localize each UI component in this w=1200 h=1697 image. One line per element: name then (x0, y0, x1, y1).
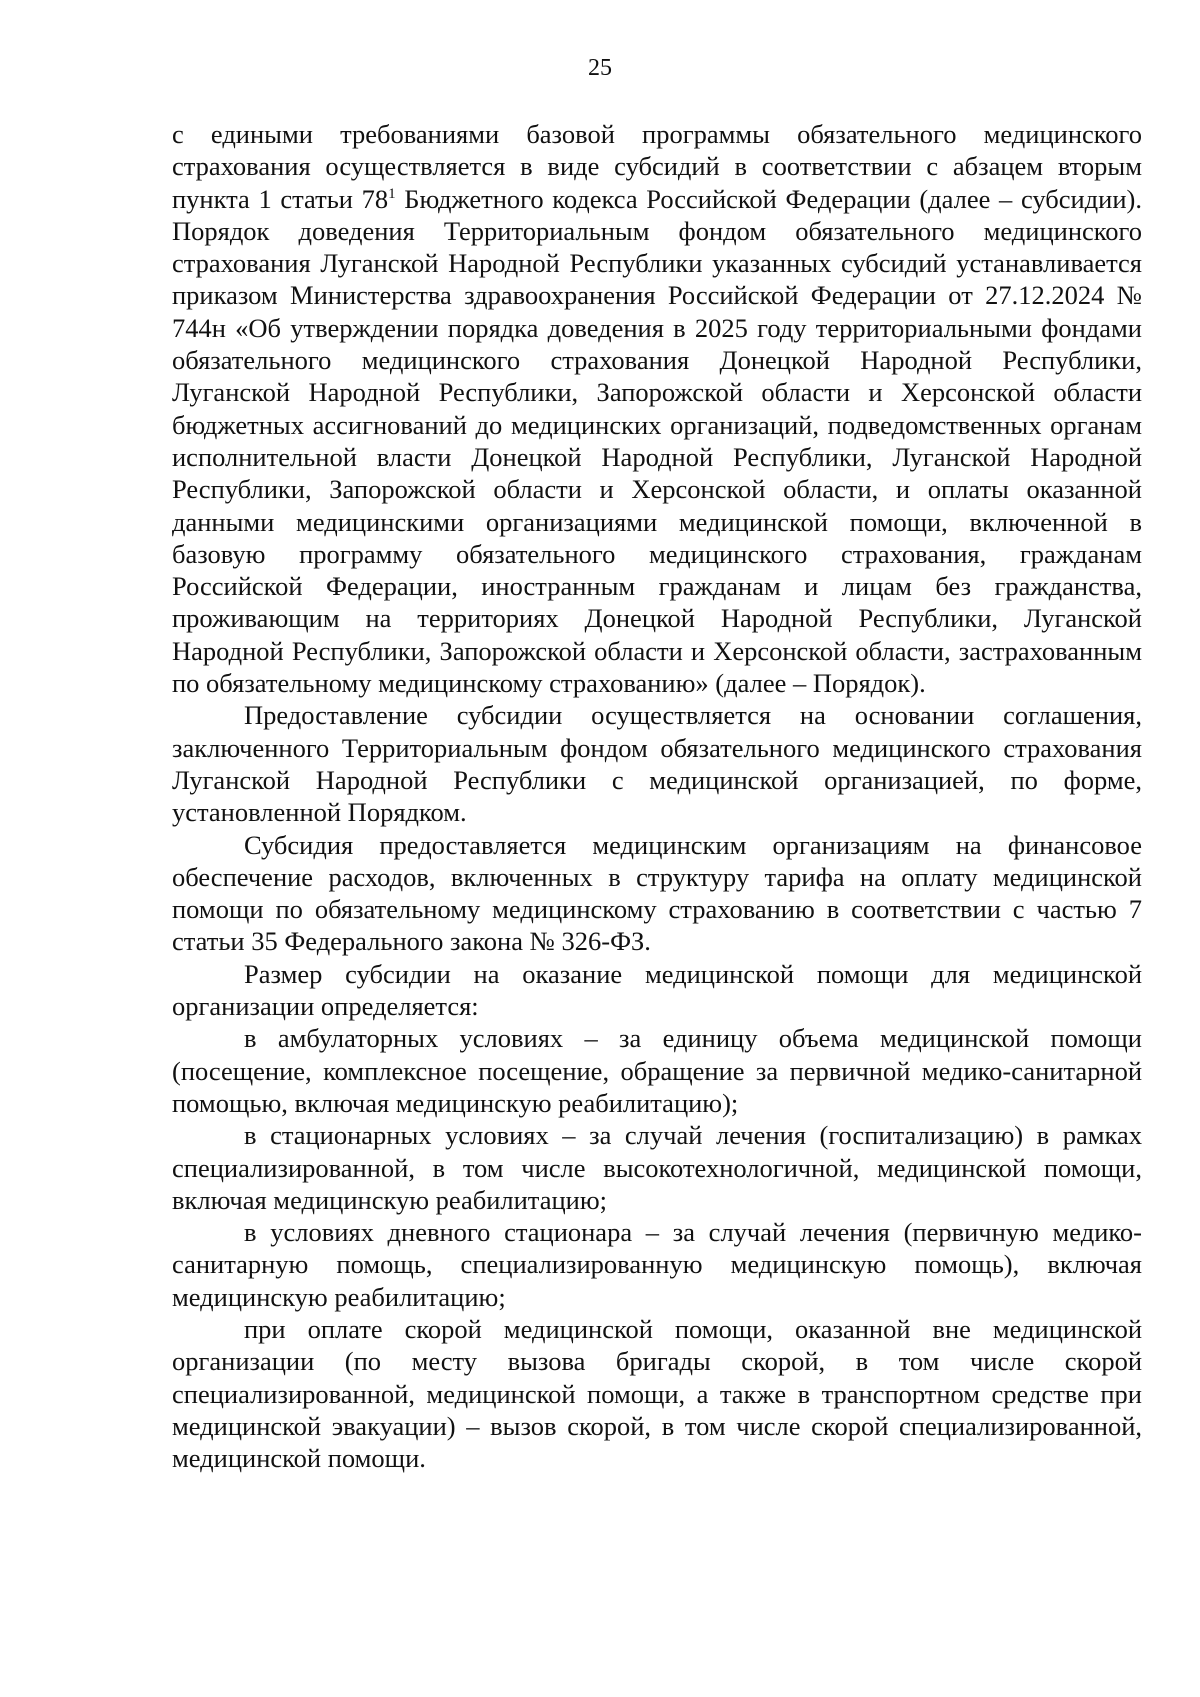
footnote-marker: 1 (388, 185, 396, 202)
list-item-outpatient: в амбулаторных условиях – за единицу объема медицинской помощи (посещение, комплексное посещение, обращение за первичной медико-санитарной помощью, включая медицинскую реабилитацию); (172, 1023, 1142, 1118)
paragraph-text: с едиными требованиями базовой программы обязательного медицинского страхования осуществляется в виде субсидий в соответствии с абзацем вторым пункта 1 статьи 78 (172, 119, 1142, 214)
page-number: 25 (588, 55, 612, 81)
paragraph-subsidy-continuation (172, 118, 1142, 699)
paragraph-subsidy-purpose: Субсидия предоставляется медицинским организациям на финансовое обеспечение расходов, включенных в структуру тарифа на оплату медицинской помощи по обязательному медицинскому страхованию в соответствии с частью 7 статьи 35 Федерального закона № 326-ФЗ. (172, 829, 1142, 957)
list-item-day-hospital: в условиях дневного стационара – за случай лечения (первичную медико-санитарную помощь, специализированную медицинскую помощь), включая медицинскую реабилитацию; (172, 1217, 1142, 1312)
paragraph-agreement: Предоставление субсидии осуществляется на основании соглашения, заключенного Территориальным фондом обязательного медицинского страхования Луганской Народной Республики с медицинской организацией, по форме, установленной Порядком. (172, 700, 1142, 828)
paragraph-text: Бюджетного кодекса Российской Федерации (далее – субсидии). Порядок доведения Территориальным фондом обязательного медицинского страхования Луганской Народной Республики указанных субсидий устанавливается приказом Министерства здравоохранения Российской Федерации от 27.12.2024 № 744н «Об утверждении порядка доведения в 2025 году территориальными фондами обязательного медицинского страхования Донецкой Народной Республики, Луганской Народной Республики, Запорожской области и Херсонской области бюджетных ассигнований до медицинских организаций, подведомственных органам исполнительной власти Донецкой Народной Республики, Луганской Народной Республики, Запорожской области и Херсонской области, и оплаты оказанной данными медицинскими организациями медицинской помощи, включенной в базовую программу обязательного медицинского страхования, гражданам Российской Федерации, иностранным гражданам и лицам без гражданства, проживающим на территориях Донецкой Народной Республики, Луганской Народной Республики, Запорожской области и Херсонской области, застрахованным по обязательному медицинскому страхованию» (далее – Порядок). (172, 183, 1142, 699)
list-item-ambulance: при оплате скорой медицинской помощи, оказанной вне медицинской организации (по месту вызова бригады скорой, в том числе скорой специализированной, медицинской помощи, а также в транспортном средстве при медицинской эвакуации) – вызов скорой, в том числе скорой специализированной, медицинской помощи. (172, 1313, 1142, 1474)
document-body (172, 118, 1142, 1474)
list-item-inpatient: в стационарных условиях – за случай лечения (госпитализацию) в рамках специализированной, в том числе высокотехнологичной, медицинской помощи, включая медицинскую реабилитацию; (172, 1120, 1142, 1215)
paragraph-subsidy-size: Размер субсидии на оказание медицинской помощи для медицинской организации определяется: (172, 958, 1142, 1022)
